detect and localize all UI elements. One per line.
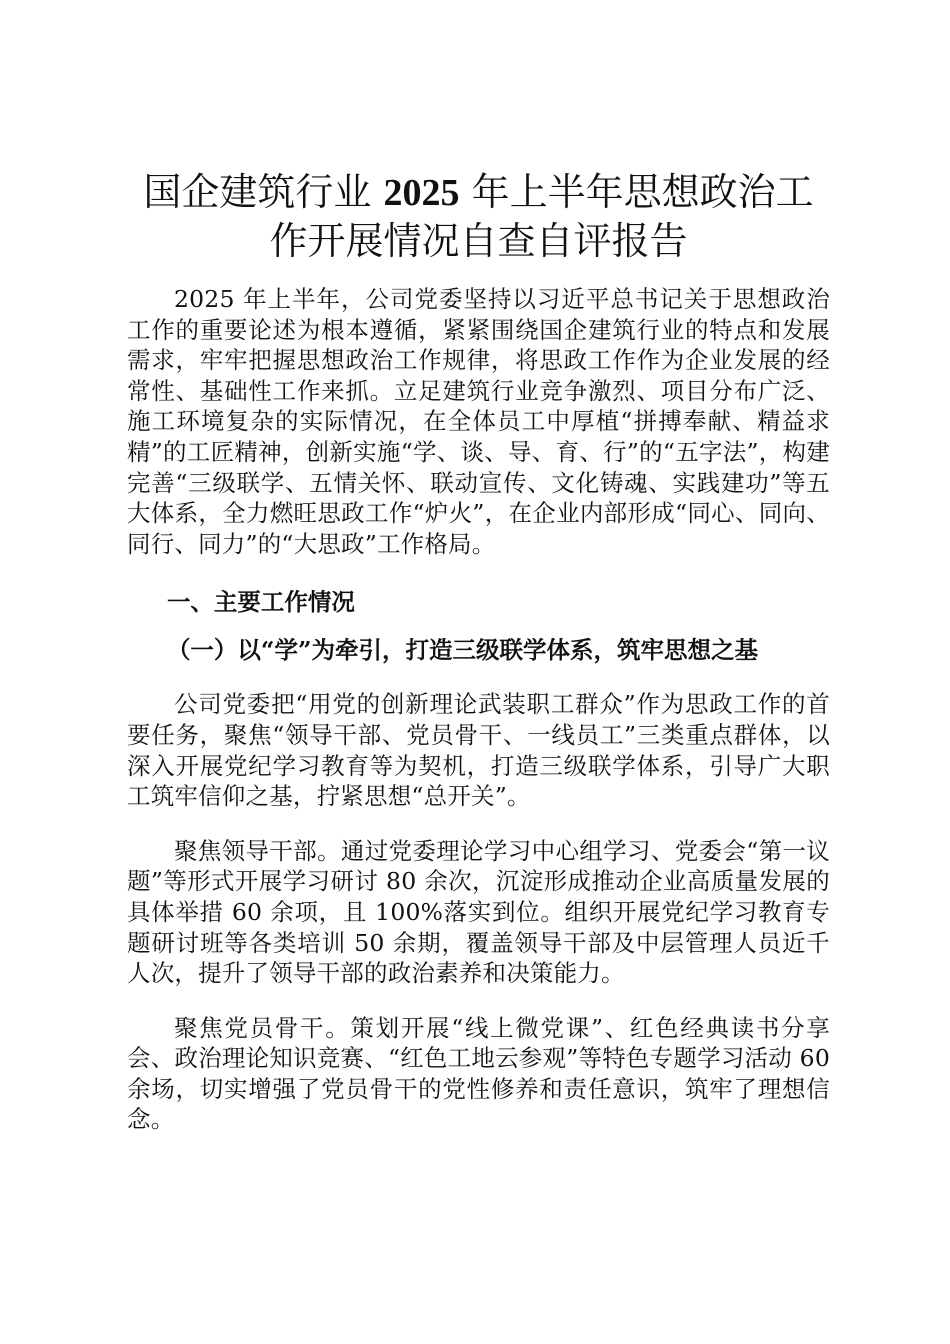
document-page (127, 168, 830, 1135)
intro-paragraph: 2025 年上半年，公司党委坚持以习近平总书记关于思想政治工作的重要论述为根本遵循，紧紧围绕国企建筑行业的特点和发展需求，牢牢把握思想政治工作规律，将思政工作作为企业发展的经常性、基础性工作来抓。立足建筑行业竞争激烈、项目分布广泛、施工环境复杂的实际情况，在全体员工中厚植“拼搏奉献、精益求精”的工匠精神，创新实施“学、谈、导、育、行”的“五字法”，构建完善“三级联学、五情关怀、联动宣传、文化铸魂、实践建功”等五大体系，全力燃旺思政工作“炉火”，在企业内部形成“同心、同向、同行、同力”的“大思政”工作格局。 (127, 285, 830, 558)
title-year: 2025 (383, 172, 460, 214)
title-prefix: 国企建筑行业 (143, 170, 384, 214)
paragraph-leading-cadres: 聚焦领导干部。通过党委理论学习中心组学习、党委会“第一议题”等形式开展学习研讨 80 余次，沉淀形成推动企业高质量发展的具体举措 60 余项，且 100%落实到位。组织开展党纪学习教育专题研讨班等各类培训 50 余期，覆盖领导干部及中层管理人员近千人次，提升了领导干部的政治素养和决策能力。 (127, 836, 830, 988)
subsection-heading-study: （一）以“学”为牵引，打造三级联学体系，筑牢思想之基 (166, 636, 758, 665)
section-heading-main-work: 一、主要工作情况 (166, 588, 355, 617)
document-title (127, 168, 830, 265)
paragraph-party-backbone: 聚焦党员骨干。策划开展“线上微党课”、红色经典读书分享会、政治理论知识竞赛、“红色工地云参观”等特色专题学习活动 60 余场，切实增强了党员骨干的党性修养和责任意识，筑牢了理想信念。 (127, 1013, 830, 1134)
paragraph-study-system: 公司党委把“用党的创新理论武装职工群众”作为思政工作的首要任务，聚焦“领导干部、党员骨干、一线员工”三类重点群体，以深入开展党纪学习教育等为契机，打造三级联学体系，引导广大职工筑牢信仰之基，拧紧思想“总开关”。 (127, 690, 830, 811)
title-rest: 年上半年思想政治工作开展情况自查自评报告 (269, 170, 814, 263)
